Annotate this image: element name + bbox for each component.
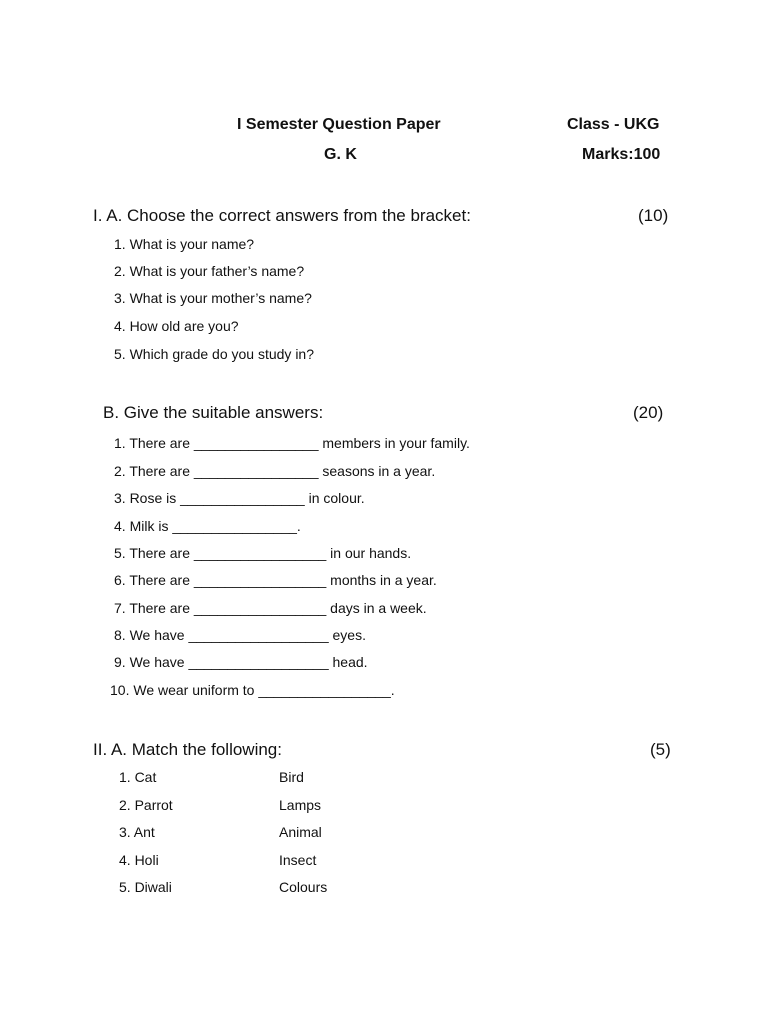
list-item: Lamps <box>279 797 322 813</box>
section3-heading: II. A. Match the following: <box>93 740 282 759</box>
list-item: 9. We have __________________ head. <box>114 654 368 670</box>
list-item: 1. What is your name? <box>114 236 255 252</box>
page-title: I Semester Question Paper <box>237 116 441 133</box>
list-item: 1. Cat <box>119 769 157 785</box>
list-item: 7. There are _________________ days in a week. <box>114 600 427 616</box>
list-item: 4. Milk is ________________. <box>114 518 301 534</box>
subject-label: G. K <box>324 146 357 163</box>
list-item: 3. Rose is ________________ in colour. <box>114 490 365 506</box>
section1-heading: I. A. Choose the correct answers from the bracket: <box>93 206 471 225</box>
list-item: 8. We have __________________ eyes. <box>114 627 366 643</box>
list-item: Animal <box>279 824 322 840</box>
list-item: 2. What is your father’s name? <box>114 263 305 279</box>
list-item: 5. There are _________________ in our hands. <box>114 545 412 561</box>
list-item: 3. Ant <box>119 824 155 840</box>
list-item: 10. We wear uniform to _________________. <box>110 682 395 698</box>
list-item: Colours <box>279 879 328 895</box>
section3-marks: (5) <box>650 740 671 759</box>
section2-heading: B. Give the suitable answers: <box>103 403 324 422</box>
class-label: Class - UKG <box>567 116 660 133</box>
list-item: 5. Which grade do you study in? <box>114 346 315 362</box>
list-item: 2. Parrot <box>119 797 173 813</box>
section2-marks: (20) <box>633 403 664 422</box>
list-item: 1. There are ________________ members in your family. <box>114 435 470 451</box>
list-item: 3. What is your mother’s name? <box>114 290 312 306</box>
section1-marks: (10) <box>638 206 669 225</box>
list-item: 2. There are ________________ seasons in a year. <box>114 463 436 479</box>
list-item: 5. Diwali <box>119 879 172 895</box>
list-item: 4. Holi <box>119 852 159 868</box>
list-item: 6. There are _________________ months in a year. <box>114 572 437 588</box>
list-item: 4. How old are you? <box>114 318 239 334</box>
list-item: Bird <box>279 769 304 785</box>
list-item: Insect <box>279 852 317 868</box>
marks-label: Marks:100 <box>582 146 661 163</box>
